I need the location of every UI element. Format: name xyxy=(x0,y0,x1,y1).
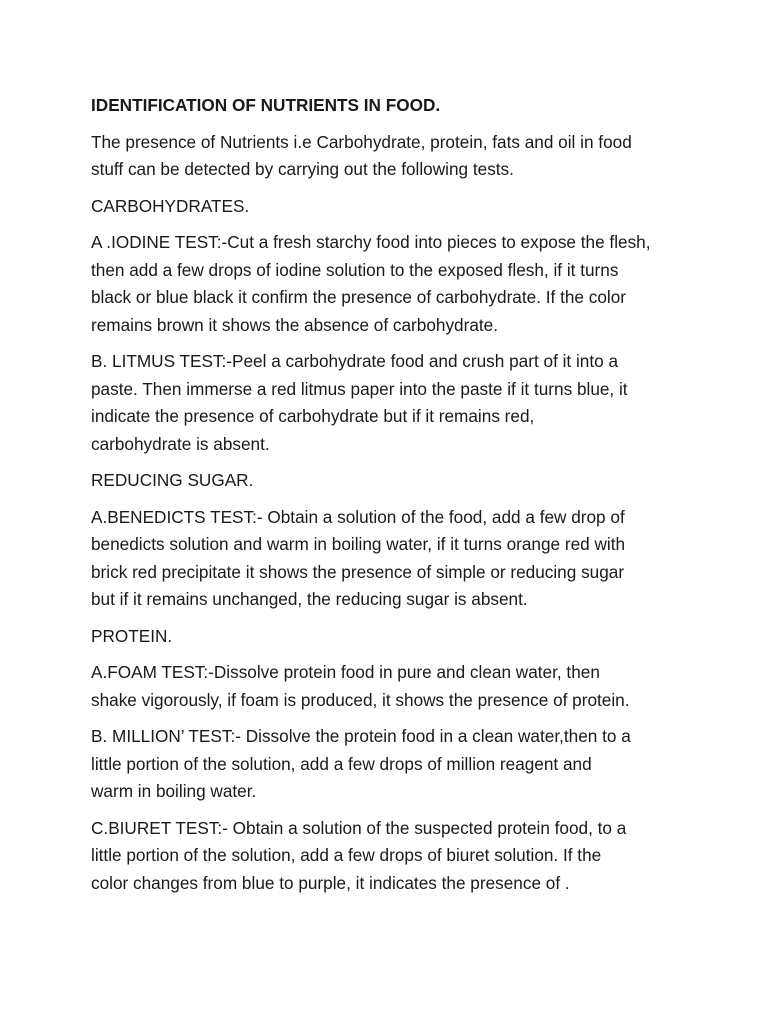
text-line: The presence of Nutrients i.e Carbohydrate, protein, fats and oil in food xyxy=(91,131,632,152)
text-line: B. MILLION’ TEST:- Dissolve the protein food in a clean water,then to a xyxy=(91,726,631,746)
text-line: A .IODINE TEST:-Cut a fresh starchy food into pieces to expose the flesh, xyxy=(91,232,651,252)
section-heading: CARBOHYDRATES. xyxy=(91,195,250,216)
document-page xyxy=(91,92,691,906)
text-line: warm in boiling water. xyxy=(91,781,257,801)
heading-carbohydrates xyxy=(91,193,691,221)
paragraph-biuret-test xyxy=(91,815,691,898)
paragraph-foam-test xyxy=(91,659,691,714)
text-line: little portion of the solution, add a few drops of biuret solution. If the xyxy=(91,845,602,865)
heading-reducing-sugar xyxy=(91,467,691,495)
text-line: then add a few drops of iodine solution to the exposed flesh, if it turns xyxy=(91,259,619,280)
text-line: shake vigorously, if foam is produced, it shows the presence of protein. xyxy=(91,689,630,710)
text-line: stuff can be detected by carrying out the following tests. xyxy=(91,159,514,179)
text-line: little portion of the solution, add a few drops of million reagent and xyxy=(91,753,592,774)
text-line: A.BENEDICTS TEST:- Obtain a solution of the food, add a few drop of xyxy=(91,506,625,527)
text-line: remains brown it shows the absence of carbohydrate. xyxy=(91,314,498,335)
text-line: carbohydrate is absent. xyxy=(91,433,270,454)
text-line: brick red precipitate it shows the presence of simple or reducing sugar xyxy=(91,561,625,582)
text-line: indicate the presence of carbohydrate but if it remains red, xyxy=(91,406,535,426)
paragraph-litmus-test xyxy=(91,348,691,458)
text-line: B. LITMUS TEST:-Peel a carbohydrate food and crush part of it into a xyxy=(91,351,619,371)
section-heading: REDUCING SUGAR. xyxy=(91,470,254,490)
text-line: benedicts solution and warm in boiling water, if it turns orange red with xyxy=(91,534,626,554)
text-line: paste. Then immerse a red litmus paper into the paste if it turns blue, it xyxy=(91,378,628,399)
text-line: C.BIURET TEST:- Obtain a solution of the suspected protein food, to a xyxy=(91,817,627,838)
text-line: A.FOAM TEST:-Dissolve protein food in pure and clean water, then xyxy=(91,662,600,682)
text-line: color changes from blue to purple, it indicates the presence of . xyxy=(91,872,570,893)
document-title: IDENTIFICATION OF NUTRIENTS IN FOOD. xyxy=(91,95,441,115)
section-heading: PROTEIN. xyxy=(91,625,173,646)
text-line: black or blue black it confirm the presence of carbohydrate. If the color xyxy=(91,287,626,307)
text-line: but if it remains unchanged, the reducing sugar is absent. xyxy=(91,589,528,609)
heading-protein xyxy=(91,623,691,651)
paragraph-iodine-test xyxy=(91,229,691,339)
paragraph-intro xyxy=(91,129,691,184)
paragraph-million-test xyxy=(91,723,691,806)
paragraph-benedicts-test xyxy=(91,504,691,614)
